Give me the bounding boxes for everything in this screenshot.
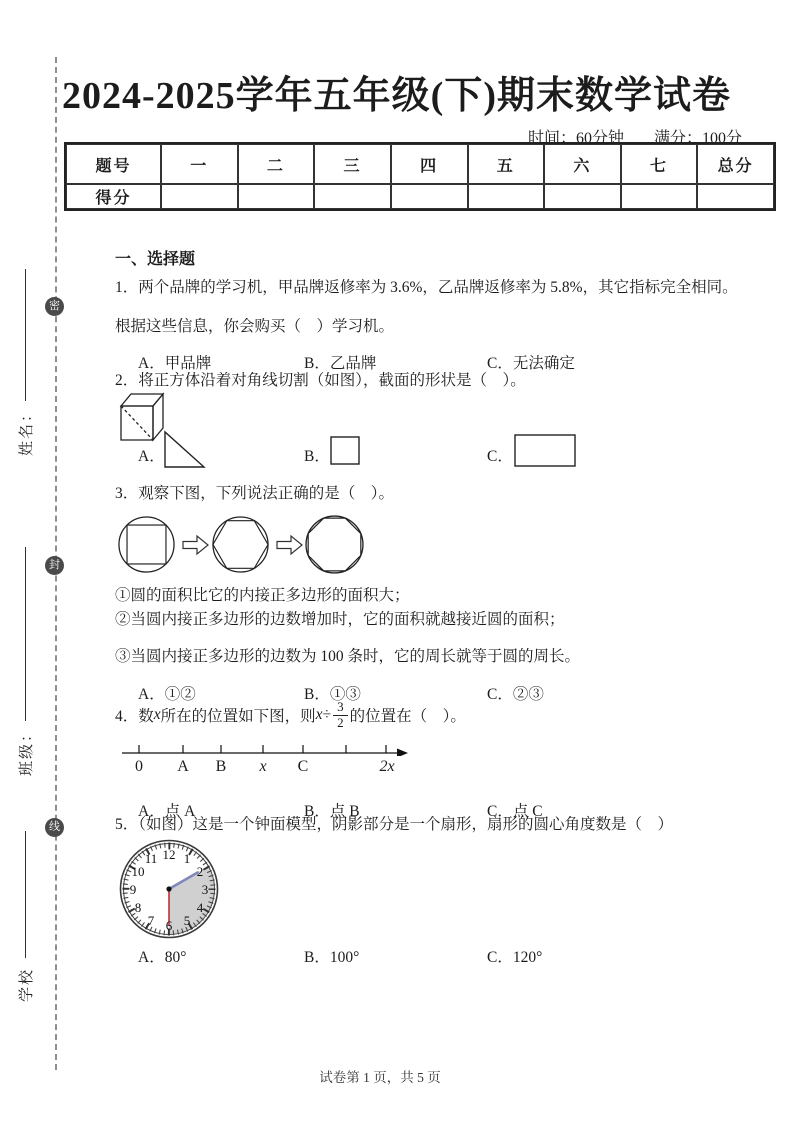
q5-option-a: A．80° <box>138 949 187 966</box>
axis-label-A: A <box>177 758 189 775</box>
table-col-1: 一 <box>161 144 238 184</box>
q4-option-a: A．点 A <box>138 803 196 820</box>
divide-sign: ÷ <box>322 706 332 723</box>
score-cell-empty <box>238 184 315 209</box>
clock-number-5: 5 <box>183 913 191 928</box>
q3-statement-3: ③当圆内接正多边形的边数为 100 条时，它的周长就等于圆的周长。 <box>115 648 581 665</box>
section-title: 一、选择题 <box>115 251 196 268</box>
q1-option-b: B．乙品牌 <box>304 355 377 372</box>
school-label: 学校 <box>17 967 35 1002</box>
seal-stamp-mi: 密 <box>45 297 64 316</box>
clock-number-4: 4 <box>196 900 204 915</box>
clock-number-9: 9 <box>129 882 137 897</box>
exam-time: 时间：60分钟 <box>527 130 624 147</box>
cube-figure <box>118 388 168 444</box>
seal-stamp-xian: 线 <box>45 818 64 837</box>
q4-option-b: B．点 B <box>304 803 360 820</box>
table-col-total: 总分 <box>697 144 774 184</box>
q1-option-c: C．无法确定 <box>487 355 575 372</box>
q2-option-c-label: C． <box>487 448 513 465</box>
q2-stem: 2．将正方体沿着对角线切割（如图），截面的形状是（ ）。 <box>115 372 526 389</box>
fraction-numerator: 3 <box>337 699 344 715</box>
page-number: 试卷第 1 页，共 5 页 <box>319 1070 441 1085</box>
q4-var-x: x <box>315 706 323 723</box>
triangle-figure <box>163 430 207 470</box>
q4-stem-text: 所在的位置如下图，则 <box>160 708 316 725</box>
q1-option-a: A．甲品牌 <box>138 355 212 372</box>
table-score-label: 得分 <box>66 184 161 209</box>
axis-label-2x: 2x <box>379 758 395 775</box>
square-figure <box>330 436 360 465</box>
q4-stem-text: 4．数 <box>115 708 154 725</box>
clock-number-6: 6 <box>165 918 173 933</box>
table-corner-label: 题号 <box>66 144 161 184</box>
q3-option-c: C．②③ <box>487 686 544 703</box>
table-col-3: 三 <box>314 144 391 184</box>
q4-stem <box>115 695 466 735</box>
name-field <box>13 269 37 456</box>
q5-stem: 5．（如图）这是一个钟面模型，阴影部分是一个扇形，扇形的圆心角度数是（ ） <box>115 816 674 833</box>
table-col-2: 二 <box>238 144 315 184</box>
school-blank-line <box>24 831 26 958</box>
score-cell-empty <box>544 184 621 209</box>
axis-label-B: B <box>215 758 227 775</box>
class-label: 班级： <box>17 724 35 776</box>
class-blank-line <box>24 547 26 721</box>
circle-inscribed-hexagon-figure <box>211 515 270 574</box>
clock-number-10: 10 <box>131 864 145 879</box>
circle-inscribed-square-figure <box>117 515 176 574</box>
q3-option-a: A．①② <box>138 686 196 703</box>
q2-option-b-label: B． <box>304 448 330 465</box>
table-col-7: 七 <box>621 144 698 184</box>
name-blank-line <box>24 269 26 401</box>
score-cell-empty <box>161 184 238 209</box>
class-field <box>13 547 37 776</box>
axis-label-x: x <box>259 758 267 775</box>
table-col-4: 四 <box>391 144 468 184</box>
q4-stem-text: 的位置在（ ）。 <box>349 708 466 725</box>
name-label: 姓名： <box>17 404 35 456</box>
clock-number-1: 1 <box>183 851 191 866</box>
score-table <box>64 142 776 211</box>
clock-number-11: 11 <box>144 851 158 866</box>
arrow-right-icon <box>275 534 305 556</box>
exam-full-score: 满分：100分 <box>653 130 742 147</box>
q1-stem-line1: 1．两个品牌的学习机，甲品牌返修率为 3.6%，乙品牌返修率为 5.8%，其它指标完全相同。 <box>115 279 738 296</box>
q2-option-a-label: A． <box>138 448 165 465</box>
axis-label-C: C <box>297 758 309 775</box>
clock-number-12: 12 <box>162 847 176 862</box>
rectangle-figure <box>514 434 576 467</box>
q5-option-b: B．100° <box>304 949 360 966</box>
q5-option-c: C．120° <box>487 949 543 966</box>
page-title: 2024-2025学年五年级(下)期末数学试卷 <box>62 75 731 117</box>
clock-number-2: 2 <box>196 864 204 879</box>
table-col-6: 六 <box>544 144 621 184</box>
q4-option-c: C．点 C <box>487 803 543 820</box>
arrow-right-icon <box>181 534 211 556</box>
q3-statement-1: ①圆的面积比它的内接正多边形的面积大； <box>115 587 410 604</box>
q3-stem: 3．观察下图，下列说法正确的是（ ）。 <box>115 485 395 502</box>
school-field <box>13 831 37 1002</box>
axis-label-0: 0 <box>135 758 143 775</box>
circle-inscribed-octagon-figure <box>304 514 365 575</box>
score-cell-empty <box>621 184 698 209</box>
clock-number-8: 8 <box>134 900 142 915</box>
clock-number-3: 3 <box>201 882 209 897</box>
number-line-figure <box>118 740 410 756</box>
q1-stem-line2: 根据这些信息，你会购买（ ）学习机。 <box>115 318 395 335</box>
score-cell-empty <box>697 184 774 209</box>
q3-statement-2: ②当圆内接正多边形的边数增加时，它的面积就越接近圆的面积； <box>115 611 565 628</box>
clock-number-7: 7 <box>147 913 155 928</box>
fraction-three-halves <box>333 700 348 730</box>
table-col-5: 五 <box>468 144 545 184</box>
score-cell-empty <box>314 184 391 209</box>
score-cell-empty <box>468 184 545 209</box>
fraction-denominator: 2 <box>333 715 348 730</box>
q4-var-x: x <box>153 706 161 723</box>
seal-stamp-feng: 封 <box>45 556 64 575</box>
score-cell-empty <box>391 184 468 209</box>
q3-option-b: B．①③ <box>304 686 361 703</box>
